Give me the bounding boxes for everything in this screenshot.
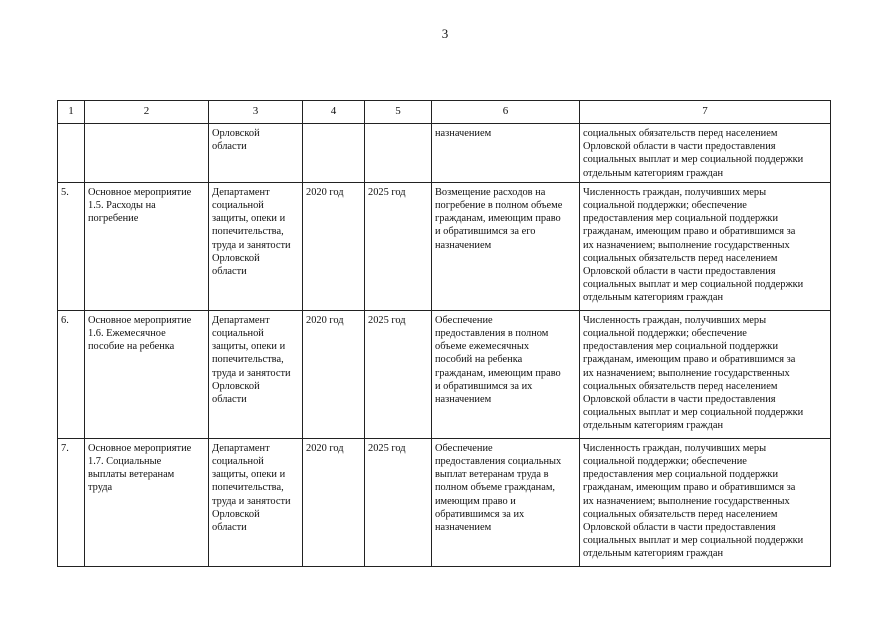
cell-number <box>58 124 85 183</box>
cell-result: Обеспечение предоставления в полном объеме ежемесячных пособий на ребенка гражданам, имеющим право и обратившимся за их назначением <box>432 310 580 438</box>
cell-result: назначением <box>432 124 580 183</box>
table-row <box>58 438 831 566</box>
cell-end: 2025 год <box>365 438 432 566</box>
cell-indicators: Численность граждан, получивших меры социальной поддержки; обеспечение предоставления мер социальной поддержки гражданам, имеющим право и обратившимся за их назначением; выполнение государственных социальных обязательств перед населением Орловской области в части предоставления социальных выплат и мер социальной поддержки отдельным категориям граждан <box>580 438 831 566</box>
table-row <box>58 310 831 438</box>
cell-indicators: социальных обязательств перед населением Орловской области в части предоставления социальных выплат и мер социальной поддержки отдельным категориям граждан <box>580 124 831 183</box>
cell-executor: Департамент социальной защиты, опеки и попечительства, труда и занятости Орловской области <box>209 438 303 566</box>
column-header-start: 4 <box>303 101 365 124</box>
table-row-continuation <box>58 124 831 183</box>
cell-indicators: Численность граждан, получивших меры социальной поддержки; обеспечение предоставления мер социальной поддержки гражданам, имеющим право и обратившимся за их назначением; выполнение государственных социальных обязательств перед населением Орловской области в части предоставления социальных выплат и мер социальной поддержки отдельным категориям граждан <box>580 182 831 310</box>
cell-number: 5. <box>58 182 85 310</box>
cell-event: Основное мероприятие 1.6. Ежемесячное пособие на ребенка <box>85 310 209 438</box>
table-row <box>58 182 831 310</box>
cell-executor: Орловской области <box>209 124 303 183</box>
column-header-indicators: 7 <box>580 101 831 124</box>
column-header-event: 2 <box>85 101 209 124</box>
column-header-end: 5 <box>365 101 432 124</box>
cell-event <box>85 124 209 183</box>
cell-number: 7. <box>58 438 85 566</box>
column-header-result: 6 <box>432 101 580 124</box>
cell-event: Основное мероприятие 1.5. Расходы на погребение <box>85 182 209 310</box>
program-table <box>57 100 831 567</box>
cell-result: Обеспечение предоставления социальных выплат ветеранам труда в полном объеме гражданам, имеющим право и обратившимся за их назначением <box>432 438 580 566</box>
cell-executor: Департамент социальной защиты, опеки и попечительства, труда и занятости Орловской области <box>209 182 303 310</box>
page-number: 3 <box>441 26 449 41</box>
cell-end: 2025 год <box>365 182 432 310</box>
cell-executor: Департамент социальной защиты, опеки и попечительства, труда и занятости Орловской области <box>209 310 303 438</box>
cell-start <box>303 124 365 183</box>
column-header-executor: 3 <box>209 101 303 124</box>
cell-number: 6. <box>58 310 85 438</box>
cell-end <box>365 124 432 183</box>
cell-start: 2020 год <box>303 438 365 566</box>
cell-end: 2025 год <box>365 310 432 438</box>
cell-result: Возмещение расходов на погребение в полном объеме гражданам, имеющим право и обратившимся за его назначением <box>432 182 580 310</box>
cell-start: 2020 год <box>303 182 365 310</box>
column-header-number: 1 <box>58 101 85 124</box>
cell-start: 2020 год <box>303 310 365 438</box>
cell-indicators: Численность граждан, получивших меры социальной поддержки; обеспечение предоставления мер социальной поддержки гражданам, имеющим право и обратившимся за их назначением; выполнение государственных социальных обязательств перед населением Орловской области в части предоставления социальных выплат и мер социальной поддержки отдельным категориям граждан <box>580 310 831 438</box>
table-header-row <box>58 101 831 124</box>
cell-event: Основное мероприятие 1.7. Социальные выплаты ветеранам труда <box>85 438 209 566</box>
